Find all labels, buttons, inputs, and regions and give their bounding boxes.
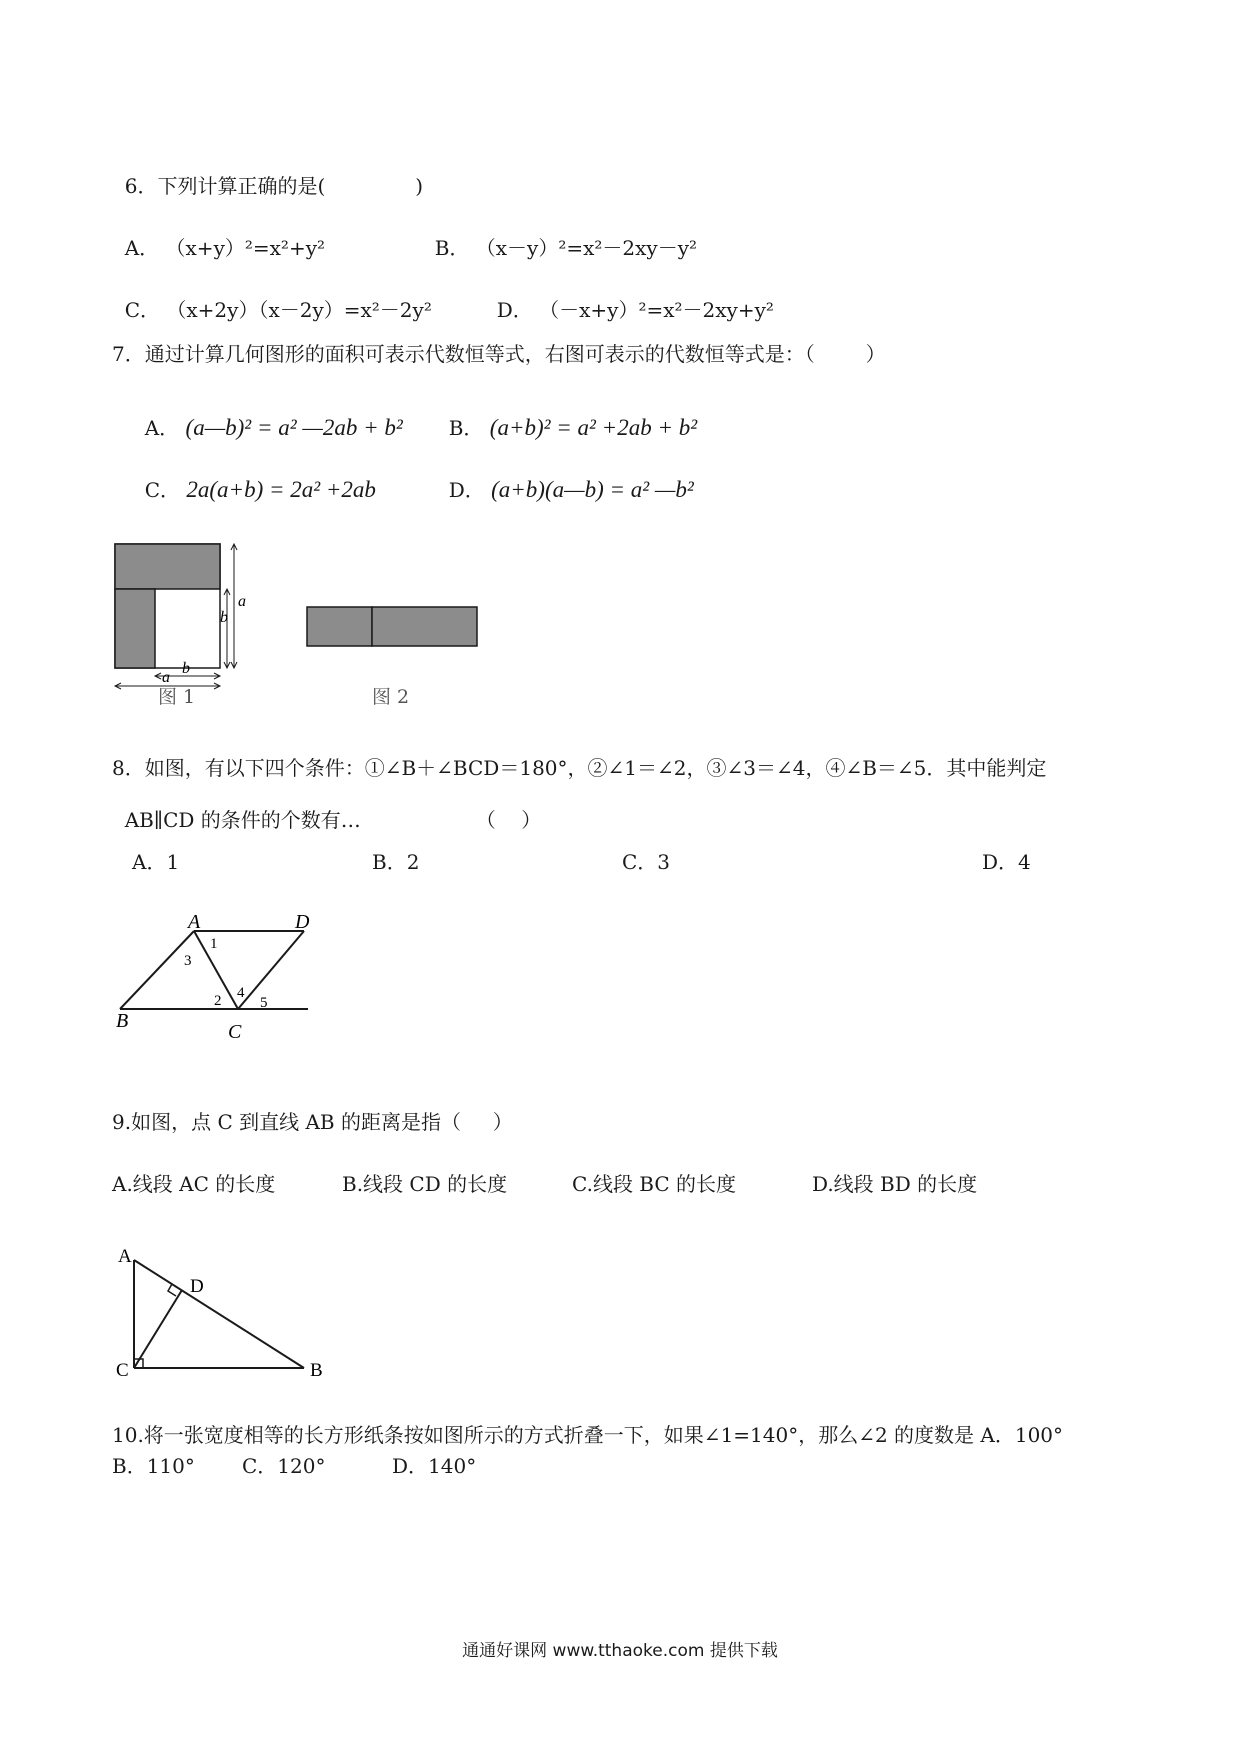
q8-label-5: 5 — [260, 995, 268, 1011]
q7-option-d: D． (a+b)(a—b) = a² —b² — [448, 477, 694, 502]
q8-stem-line1: 8．如图，有以下四个条件：①∠B＋∠BCD＝180°，②∠1＝∠2，③∠3＝∠4，④∠B＝∠5．其中能判定 — [112, 756, 1047, 780]
q6-stem: 6．下列计算正确的是( ) — [124, 174, 424, 198]
q9-label-b: B — [310, 1360, 323, 1381]
q8-option-d: D．4 — [982, 850, 1031, 874]
q8-option-c: C．3 — [622, 850, 671, 874]
q10-stem: 10.将一张宽度相等的长方形纸条按如图所示的方式折叠一下，如果∠1=140°，那么∠2 的度数是 A．100° — [112, 1423, 1064, 1447]
q7-option-b: B． (a+b)² = a² +2ab + b² — [448, 415, 698, 440]
q7-option-a: A． (a—b)² = a² —2ab + b² — [144, 415, 403, 440]
q8-label-2: 2 — [214, 993, 222, 1009]
q8-label-b: B — [116, 1010, 129, 1032]
q7-stem: 7．通过计算几何图形的面积可表示代数恒等式，右图可表示的代数恒等式是：（ ） — [112, 342, 886, 366]
q6-option-a: A． （x+y）²=x²+y² — [124, 236, 326, 260]
q8-label-1: 1 — [210, 936, 218, 952]
q8-label-d: D — [295, 911, 310, 933]
q9-option-d: D.线段 BD 的长度 — [812, 1172, 978, 1196]
q9-option-b: B.线段 CD 的长度 — [342, 1172, 508, 1196]
q8-stem-line2: AB∥CD 的条件的个数有… （ ） — [124, 808, 542, 832]
q8-label-3: 3 — [184, 953, 192, 969]
q9-stem: 9.如图，点 C 到直线 AB 的距离是指（ ） — [112, 1110, 513, 1134]
fig1-label-b-side: b — [220, 609, 228, 626]
q9-option-c: C.线段 BC 的长度 — [572, 1172, 737, 1196]
q9-label-c: C — [116, 1360, 129, 1381]
fig2-right-rect — [372, 607, 477, 646]
q8-option-a: A．1 — [132, 850, 180, 874]
q7-fig1-caption: 图 1 — [158, 686, 196, 708]
fig1-label-b-bottom: b — [182, 660, 190, 677]
q8-option-b: B．2 — [372, 850, 420, 874]
q9-option-a: A.线段 AC 的长度 — [112, 1172, 276, 1196]
q8-label-c: C — [228, 1021, 242, 1043]
q7-figure-2 — [305, 605, 480, 650]
q10-option-c: C．120° — [242, 1454, 326, 1478]
q10-option-b: B．110° — [112, 1454, 195, 1478]
fig1-label-a-side: a — [238, 593, 246, 610]
q9-label-a: A — [118, 1246, 132, 1267]
q9-figure — [110, 1240, 330, 1380]
fig1-shaded-top — [115, 544, 220, 589]
fig1-shaded-left — [115, 589, 155, 668]
q8-label-4: 4 — [237, 985, 245, 1001]
q10-option-d: D．140° — [392, 1454, 477, 1478]
q8-label-a: A — [188, 911, 201, 933]
q8-figure — [110, 911, 320, 1045]
q7-fig2-caption: 图 2 — [372, 686, 410, 708]
q6-option-d: D． （－x+y）²=x²－2xy+y² — [496, 298, 774, 322]
q9-label-d: D — [190, 1276, 204, 1297]
q7-option-c: C． 2a(a+b) = 2a² +2ab — [144, 477, 376, 502]
q6-option-b: B． （x－y）²=x²－2xy－y² — [434, 236, 698, 260]
page-footer: 通通好课网 www.tthaoke.com 提供下载 — [462, 1641, 778, 1661]
fig1-label-a-bottom: a — [162, 669, 170, 686]
fig2-left-rect — [307, 607, 372, 646]
q6-option-c: C． （x+2y）（x－2y）=x²－2y² — [124, 298, 432, 322]
